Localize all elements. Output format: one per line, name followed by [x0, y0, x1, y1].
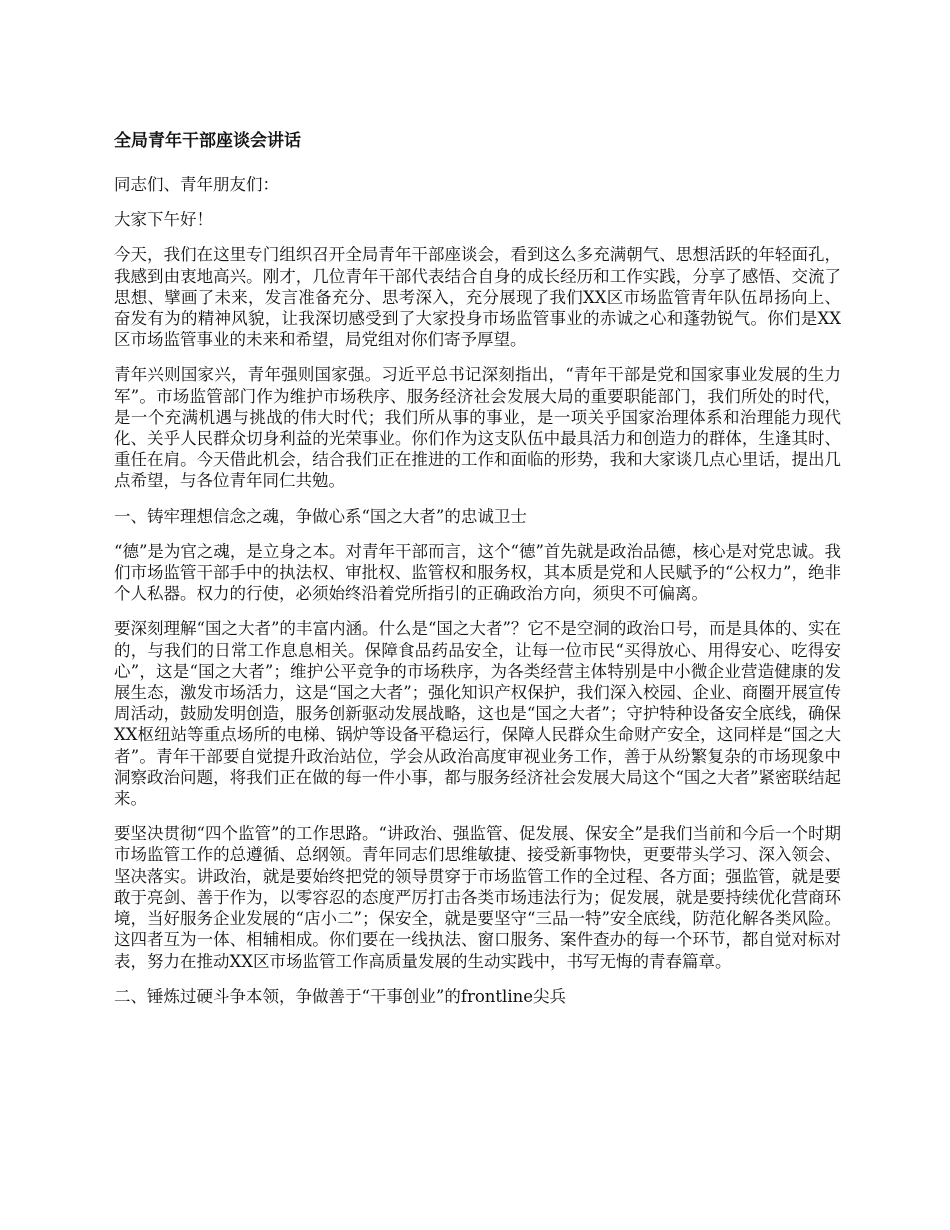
body-paragraph: 今天，我们在这里专门组织召开全局青年干部座谈会，看到这么多充满朝气、思想活跃的年轻面孔，我感到由衷地高兴。刚才，几位青年干部代表结合自身的成长经历和工作实践，分享了感悟、交流了思想、擘画了未来，发言准备充分、思考深入，充分展现了我们XX区市场监管青年队伍昂扬向上、奋发有为的精神风貌，让我深切感受到了大家投身市场监管事业的赤诚之心和蓬勃锐气。你们是XX区市场监管事业的未来和希望，局党组对你们寄予厚望。	[114, 245, 841, 350]
body-paragraph: 要深刻理解“国之大者”的丰富内涵。什么是“国之大者”？它不是空洞的政治口号，而是具体的、实在的，与我们的日常工作息息相关。保障食品药品安全，让每一位市民“买得放心、用得安心、吃得安心”，这是“国之大者”；维护公平竞争的市场秩序，为各类经营主体特别是中小微企业营造健康的发展生态，激发市场活力，这是“国之大者”；强化知识产权保护，我们深入校园、企业、商圈开展宣传周活动，鼓励发明创造，服务创新驱动发展战略，这也是“国之大者”；守护特种设备安全底线，确保XX枢纽站等重点场所的电梯、锅炉等设备平稳运行，保障人民群众生命财产安全，这同样是“国之大者”。青年干部要自觉提升政治站位，学会从政治高度审视业务工作，善于从纷繁复杂的市场现象中洞察政治问题，将我们正在做的每一件小事，都与服务经济社会发展大局这个“国之大者”紧密联结起来。	[114, 619, 841, 809]
body-paragraph: 青年兴则国家兴，青年强则国家强。习近平总书记深刻指出，“青年干部是党和国家事业发展的生力军”。市场监管部门作为维护市场秩序、服务经济社会发展大局的重要职能部门，我们所处的时代，是一个充满机遇与挑战的伟大时代；我们所从事的事业，是一项关乎国家治理体系和治理能力现代化、关乎人民群众切身利益的光荣事业。你们作为这支队伍中最具活力和创造力的群体，生逢其时、重任在肩。今天借此机会，结合我们正在推进的工作和面临的形势，我和大家谈几点心里话，提出几点希望，与各位青年同仁共勉。	[114, 365, 841, 491]
body-paragraph: 要坚决贯彻“四个监管”的工作思路。“讲政治、强监管、促发展、保安全”是我们当前和今后一个时期市场监管工作的总遵循、总纲领。青年同志们思维敏捷、接受新事物快，更要带头学习、深入领会、坚决落实。讲政治，就是要始终把党的领导贯穿于市场监管工作的全过程、各方面；强监管，就是要敢于亮剑、善于作为，以零容忍的态度严厉打击各类市场违法行为；促发展，就是要持续优化营商环境，当好服务企业发展的“店小二”；保安全，就是要坚守“三品一特”安全底线，防范化解各类风险。这四者互为一体、相辅相成。你们要在一线执法、窗口服务、案件查办的每一个环节，都自觉对标对表，努力在推动XX区市场监管工作高质量发展的生动实践中，书写无悔的青春篇章。	[114, 824, 841, 971]
document-page	[114, 118, 841, 1021]
body-paragraph: “德”是为官之魂，是立身之本。对青年干部而言，这个“德”首先就是政治品德，核心是对党忠诚。我们市场监管干部手中的执法权、审批权、监管权和服务权，其本质是党和人民赋予的“公权力”，绝非个人私器。权力的行使，必须始终沿着党所指引的正确政治方向，须臾不可偏离。	[114, 541, 841, 604]
section-heading-2: 二、锤炼过硬斗争本领，争做善于“干事创业”的frontline尖兵	[114, 986, 567, 1006]
document-title: 全局青年干部座谈会讲话	[114, 131, 301, 151]
greeting: 大家下午好！	[114, 210, 213, 230]
section-heading-1: 一、铸牢理想信念之魂，争做心系“国之大者”的忠诚卫士	[114, 506, 527, 526]
salutation: 同志们、青年朋友们：	[114, 175, 279, 194]
